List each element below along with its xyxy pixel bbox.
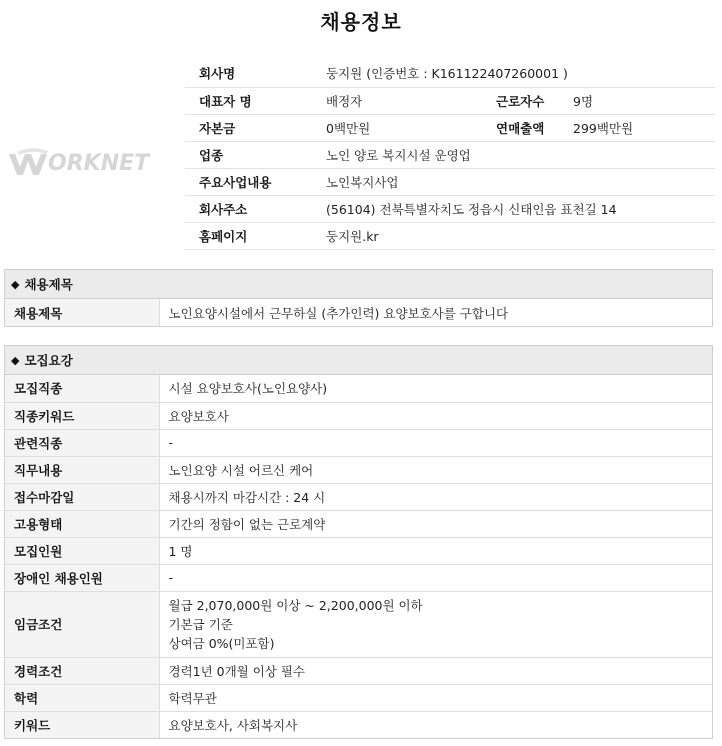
company-row-representative: [185, 87, 715, 114]
table-row: [5, 429, 712, 456]
address-label: 회사주소: [185, 195, 312, 222]
worknet-w-logo-icon: [8, 148, 50, 178]
headcount-value: 1 명: [159, 537, 712, 564]
employee-count-label: 근로자수: [482, 87, 559, 114]
education-label: 학력: [5, 684, 159, 711]
company-row-name: [185, 60, 715, 87]
worknet-logo: [8, 147, 168, 179]
diamond-bullet-icon: ◆: [11, 277, 20, 291]
table-row: [5, 684, 712, 711]
related-job-label: 관련직종: [5, 429, 159, 456]
company-name-label: 회사명: [185, 60, 312, 87]
headcount-label: 모집인원: [5, 537, 159, 564]
employment-type-value: 기간의 정함이 없는 근로계약: [159, 510, 712, 537]
job-description-value: 노인요양 시설 어르신 케어: [159, 456, 712, 483]
homepage-link[interactable]: 둥지원.kr: [312, 222, 715, 249]
experience-label: 경력조건: [5, 657, 159, 684]
section-heading: 모집요강: [24, 353, 73, 368]
wage-line-bonus: 상여금 0%(미포함): [168, 635, 275, 651]
company-name-value: 둥지원 (인증번호 : K161122407260001 ): [312, 60, 715, 87]
section-header: [5, 346, 712, 375]
employee-count-value: 9명: [559, 87, 715, 114]
representative-value: 배정자: [312, 87, 482, 114]
annual-sales-value: 299백만원: [559, 114, 715, 141]
capital-value: 0백만원: [312, 114, 482, 141]
table-row: [5, 375, 712, 402]
table-row: [5, 591, 712, 657]
table-row: [5, 510, 712, 537]
page-title: 채용정보: [320, 10, 402, 34]
company-row-business: [185, 168, 715, 195]
main-business-label: 주요사업내용: [185, 168, 312, 195]
keywords-value: 요양보호사, 사회복지사: [159, 711, 712, 738]
table-row: [5, 402, 712, 429]
table-row: [5, 483, 712, 510]
disabled-headcount-value: -: [159, 564, 712, 591]
industry-value: 노인 양로 복지시설 운영업: [312, 141, 715, 168]
section-header: [5, 270, 712, 299]
posting-title-section: [4, 269, 713, 327]
education-value: 학력무관: [159, 684, 712, 711]
keywords-label: 키워드: [5, 711, 159, 738]
table-row: [5, 299, 712, 326]
company-info-table: [185, 60, 715, 250]
posting-title-table: [5, 299, 712, 326]
job-category-value: 시설 요양보호사(노인요양사): [168, 381, 328, 397]
job-category-label: 모집직종: [5, 375, 159, 402]
table-row: [5, 564, 712, 591]
experience-value: 경력1년 0개월 이상 필수: [159, 657, 712, 684]
related-job-value: -: [159, 429, 712, 456]
company-row-industry: [185, 141, 715, 168]
requirements-section: [4, 345, 713, 739]
requirements-table: [5, 375, 712, 738]
posting-title-label: 채용제목: [5, 299, 159, 326]
posting-title-value: 노인요양시설에서 근무하실 (추가인력) 요양보호사를 구합니다: [168, 305, 509, 321]
job-description-label: 직무내용: [5, 456, 159, 483]
table-row: [5, 657, 712, 684]
wage-value: [159, 591, 712, 657]
table-row: [5, 456, 712, 483]
table-row: [5, 537, 712, 564]
section-heading: 채용제목: [24, 277, 73, 292]
deadline-value: 채용시까지 마감시간 : 24 시: [159, 483, 712, 510]
address-value: (56104) 전북특별자치도 정읍시 신태인읍 표천길 14: [312, 195, 715, 222]
company-row-capital: [185, 114, 715, 141]
job-keyword-value: 요양보호사: [159, 402, 712, 429]
table-row: [5, 711, 712, 738]
representative-label: 대표자 명: [185, 87, 312, 114]
wage-label: 임금조건: [5, 591, 159, 657]
diamond-bullet-icon: ◆: [11, 353, 20, 367]
deadline-label: 접수마감일: [5, 483, 159, 510]
employment-type-label: 고용형태: [5, 510, 159, 537]
wage-line-salary: 월급 2,070,000원 이상 ~ 2,200,000원 이하: [168, 597, 423, 613]
disabled-headcount-label: 장애인 채용인원: [5, 564, 159, 591]
industry-label: 업종: [185, 141, 312, 168]
annual-sales-label: 연매출액: [482, 114, 559, 141]
company-row-homepage: [185, 222, 715, 249]
capital-label: 자본금: [185, 114, 312, 141]
homepage-label: 홈페이지: [185, 222, 312, 249]
job-keyword-label: 직종키워드: [5, 402, 159, 429]
logo-text: ORKNET: [48, 150, 150, 176]
main-business-value: 노인복지사업: [312, 168, 715, 195]
wage-line-basis: 기본급 기준: [168, 616, 233, 632]
company-row-address: [185, 195, 715, 222]
